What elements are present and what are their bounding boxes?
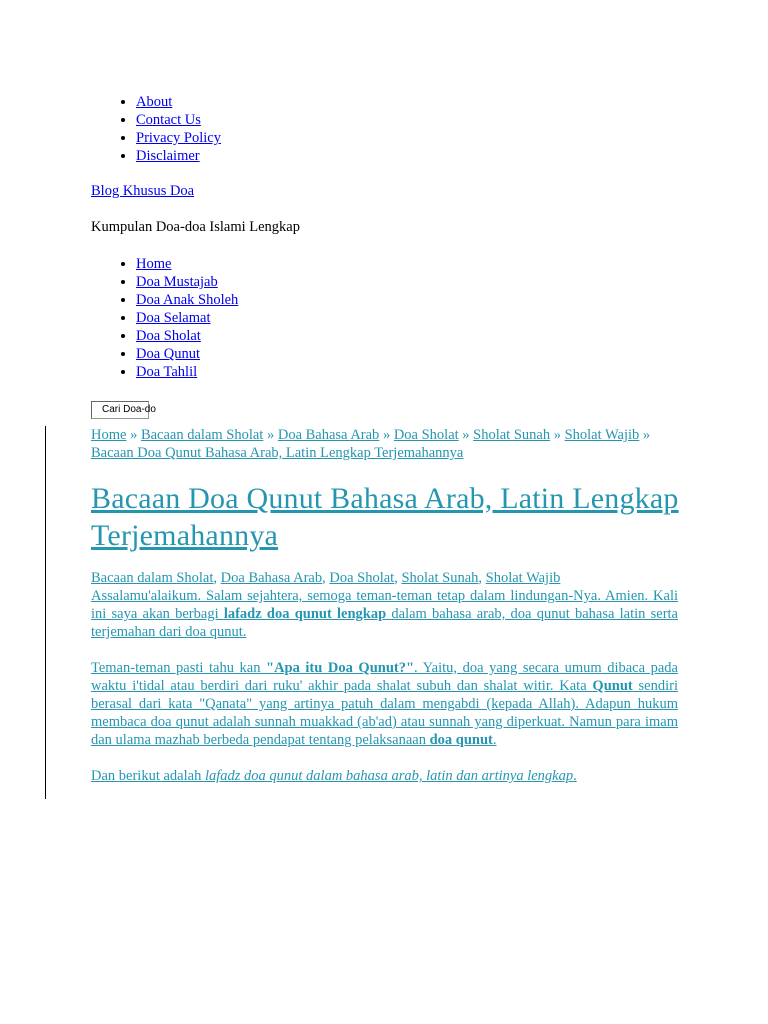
top-nav-item-privacy bbox=[136, 129, 221, 147]
nav-doa-sholat-link[interactable]: Doa Sholat bbox=[136, 328, 201, 344]
disclaimer-link[interactable]: Disclaimer bbox=[136, 148, 200, 164]
top-nav bbox=[91, 93, 221, 165]
italic-phrase: lafadz doa qunut dalam bahasa arab, latin dan artinya lengkap bbox=[204, 768, 574, 784]
nav-home-link[interactable]: Home bbox=[136, 256, 172, 272]
breadcrumb-current-link[interactable]: Bacaan Doa Qunut Bahasa Arab, Latin Lengkap Terjemahannya bbox=[91, 445, 464, 461]
breadcrumb-separator: » bbox=[130, 427, 138, 443]
privacy-policy-link[interactable]: Privacy Policy bbox=[136, 130, 221, 146]
paragraph-text: dalam bahasa arab, doa qunut bahasa latin serta terjemahan dari doa qunut. bbox=[91, 606, 678, 640]
paragraph-text: sendiri berasal dari kata "Qanata" yang artinya patuh dalam mengabdi (kepada Allah). Adapun hukum membaca doa qunut adalah sunnah muakkad (ab'ad) atau sunnah yang diperkuat. Namun para imam dan ulama mazhab berbeda pendapat tentang pelaksanaan bbox=[91, 678, 678, 748]
main-nav-item bbox=[136, 291, 238, 309]
paragraph-text: . bbox=[573, 768, 577, 784]
bold-phrase: "Apa itu Doa Qunut?" bbox=[266, 660, 415, 676]
breadcrumb-doa-bahasa-arab-link[interactable]: Doa Bahasa Arab bbox=[277, 427, 380, 443]
category-link[interactable]: Sholat Wajib bbox=[485, 570, 561, 586]
breadcrumb-separator: » bbox=[553, 427, 561, 443]
post-body bbox=[91, 569, 678, 803]
nav-doa-anak-sholeh-link[interactable]: Doa Anak Sholeh bbox=[136, 292, 239, 308]
main-nav-item bbox=[136, 327, 238, 345]
category-link[interactable]: Bacaan dalam Sholat bbox=[91, 570, 214, 586]
paragraph-text: . Yaitu, doa yang secara umum dibaca pada waktu i'tidal atau berdiri dari ruku' akhir pada shalat subuh dan shalat witir. Kata bbox=[91, 660, 678, 694]
contact-us-link[interactable]: Contact Us bbox=[136, 112, 201, 128]
main-nav-item bbox=[136, 363, 238, 381]
bold-phrase: Qunut bbox=[592, 678, 633, 694]
breadcrumb-separator: » bbox=[462, 427, 470, 443]
post-categories: Bacaan dalam Sholat, Doa Bahasa Arab, Doa Sholat, Sholat Sunah, Sholat Wajib bbox=[91, 570, 561, 586]
breadcrumb-separator: » bbox=[642, 427, 651, 443]
post-paragraph-3 bbox=[91, 767, 678, 785]
search-input[interactable]: Cari Doa-do bbox=[91, 401, 149, 419]
category-link[interactable]: Doa Sholat bbox=[329, 570, 395, 586]
breadcrumb-doa-sholat-link[interactable]: Doa Sholat bbox=[393, 427, 459, 443]
main-nav-item bbox=[136, 273, 238, 291]
blog-title-link[interactable]: Blog Khusus Doa bbox=[91, 183, 195, 199]
top-nav-item-about bbox=[136, 93, 221, 111]
nav-doa-selamat-link[interactable]: Doa Selamat bbox=[136, 310, 211, 326]
post-paragraph-2 bbox=[91, 659, 678, 749]
post-title bbox=[91, 480, 691, 554]
paragraph-text: Dan berikut adalah bbox=[91, 768, 205, 784]
blog-description: Kumpulan Doa-doa Islami Lengkap bbox=[91, 219, 300, 235]
breadcrumb-sholat-sunah-link[interactable]: Sholat Sunah bbox=[473, 427, 551, 443]
breadcrumb-separator: » bbox=[382, 427, 391, 443]
breadcrumb-separator: » bbox=[266, 427, 275, 443]
breadcrumb bbox=[91, 426, 681, 462]
about-link[interactable]: About bbox=[136, 94, 173, 110]
category-link[interactable]: Doa Bahasa Arab bbox=[220, 570, 323, 586]
paragraph-text: Assalamu'alaikum. Salam sejahtera, semoga teman-teman tetap dalam lindungan-Nya. Amien. Kali ini saya akan berbagi bbox=[91, 588, 678, 622]
main-nav bbox=[91, 255, 238, 381]
breadcrumb-bacaan-link[interactable]: Bacaan dalam Sholat bbox=[140, 427, 264, 443]
top-nav-item-contact bbox=[136, 111, 221, 129]
nav-doa-mustajab-link[interactable]: Doa Mustajab bbox=[136, 274, 218, 290]
nav-doa-tahlil-link[interactable]: Doa Tahlil bbox=[136, 364, 198, 380]
main-nav-item bbox=[136, 255, 238, 273]
left-border-line bbox=[45, 426, 46, 799]
nav-doa-qunut-link[interactable]: Doa Qunut bbox=[136, 346, 201, 362]
post-paragraph-1 bbox=[91, 587, 678, 641]
main-nav-item bbox=[136, 309, 238, 327]
breadcrumb-sholat-wajib-link[interactable]: Sholat Wajib bbox=[564, 427, 640, 443]
main-nav-item bbox=[136, 345, 238, 363]
top-nav-item-disclaimer bbox=[136, 147, 221, 165]
paragraph-text: . bbox=[492, 732, 497, 748]
category-link[interactable]: Sholat Sunah bbox=[401, 570, 479, 586]
paragraph-text: Teman-teman pasti tahu kan bbox=[91, 660, 267, 676]
breadcrumb-home-link[interactable]: Home bbox=[91, 427, 127, 443]
post-title-link[interactable]: Bacaan Doa Qunut Bahasa Arab, Latin Lengkap Terjemahannya bbox=[91, 482, 679, 552]
bold-phrase: doa qunut bbox=[429, 732, 493, 748]
bold-phrase: lafadz doa qunut lengkap bbox=[223, 606, 387, 622]
